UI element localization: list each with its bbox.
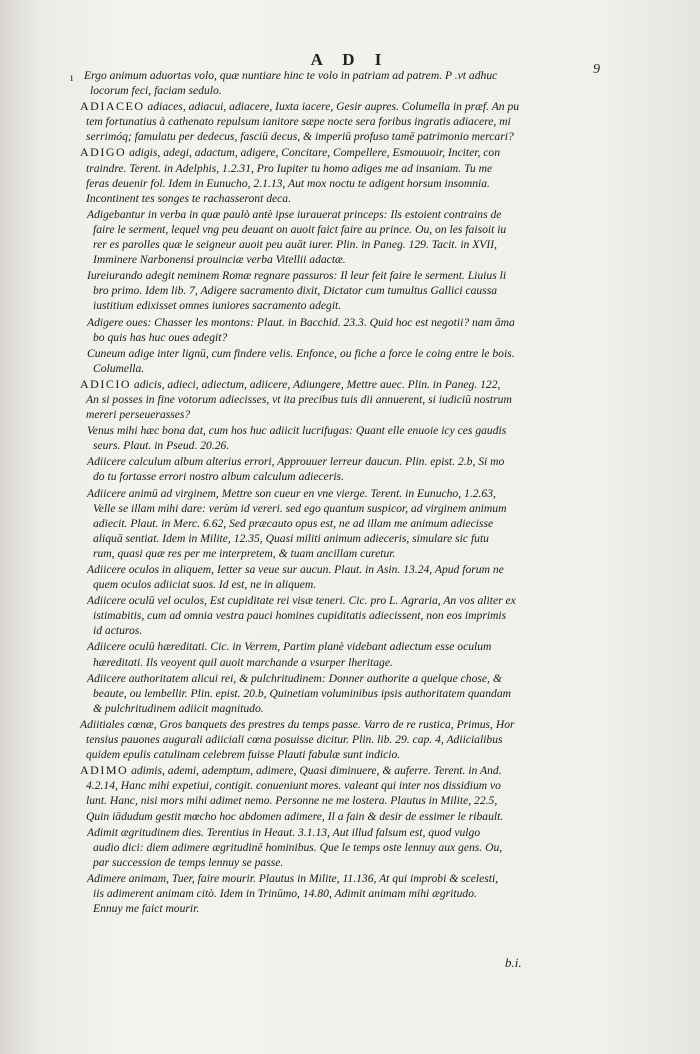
entry-line: traindre. Terent. in Adelphis, 1.2.31, Pro Iupiter tu homo adiges me ad insaniam. Tu me (86, 161, 493, 175)
entry-line: feras deuenir fol. Idem in Eunucho, 2.1.13, Aut mox noctu te adigent horsum insomnia. (86, 176, 490, 190)
headword: ADIACEO (80, 99, 145, 114)
entry-line: tensius pauones augurali adiiciali cœna posuisse dicitur. Plin. lib. 29. cap. 4, Adiicialibus (86, 733, 503, 747)
dictionary-sub-entry (80, 871, 620, 916)
entry-line: Adiitiales cœnæ, Gros banquets des prestres du temps passe. Varro de re rustica, Primus, Hor (80, 717, 515, 731)
dictionary-sub-entry (80, 671, 620, 716)
entry-line: beaute, ou lembellir. Plin. epist. 20.b, Quinetiam voluminibus ipsis authoritatem quandam (93, 686, 511, 700)
entry-line: Cuneum adige inter lignū, cum findere velis. Enfonce, ou fiche a force le coing entre le bois. (87, 346, 515, 360)
dictionary-sub-entry (80, 486, 620, 561)
dictionary-sub-entry (80, 346, 620, 376)
entry-line: seurs. Plaut. in Pseud. 20.26. (93, 439, 230, 453)
entry-line: Ergo animum aduortas volo, quæ nuntiare hinc te volo in patriam ad patrem. P .vt adhuc (84, 69, 498, 82)
entry-line: faire le serment, lequel vng peu deuant on auoit faict faire au prince. Ou, on les faisoit iu (93, 222, 507, 236)
entry-line: id acturos. (93, 624, 143, 638)
entry-line: Adimere animam, Tuer, faire mourir. Plautus in Milite, 11.136, At qui improbi & scelesti, (87, 871, 499, 885)
entry-line: Iureiurando adegit neminem Romæ regnare passuros: Il leur feit faire le serment. Liuius li (87, 269, 507, 283)
entry-line: quidem epulis catulinam celebrem fuisse Plauti fabulæ sunt indicio. (86, 748, 401, 762)
entry-line: Ennuy me faict mourir. (93, 902, 200, 916)
entry-line: mereri perseuerasses? (86, 408, 191, 422)
entry-line: rer es parolles quæ le seigneur auoit peu auāt iurer. Plin. in Paneg. 129. Tacit. in XVII, (93, 238, 498, 252)
entry-line: bo quis has huc oues adegit? (93, 330, 228, 344)
entry-line: lunt. Hanc, nisi mors mihi adimet nemo. Personne ne me lostera. Plautus in Milite, 22.5, (86, 794, 498, 808)
entry-line: rum, quasi quæ res per me interpretem, & tuam ancillam curetur. (93, 546, 396, 560)
entry-line: Adigere oues: Chasser les montons: Plaut. in Bacchid. 23.3. Quid hoc est negotii? nam āma (87, 315, 515, 329)
headword: ADIMO (80, 763, 129, 778)
entry-line: Adiicere oculū hæreditati. Cic. in Verrem, Partim planè videbant adiectum esse oculum (87, 640, 492, 654)
entry-line: Adiicere oculū vel oculos, Est cupiditate rei visæ teneri. Cic. pro L. Agraria, An vos aliter ex (87, 594, 516, 608)
entry-line: Adigebantur in verba in quæ paulò antè ipse iurauerat princeps: Ils estoient contrains de (87, 207, 502, 221)
entry-line: audio dici: diem adimere ægritudinē hominibus. Que le temps oste lennuy aux gens. Ou, (93, 840, 503, 854)
entry-line: Quin iādudum gestit mœcho hoc abdomen adimere, Il a fain & desir de essimer le ribault. (86, 809, 504, 823)
entry-line: Incontinent tes songes te rachasseront deca. (86, 191, 291, 205)
entry-line: aliquā sentiat. Idem in Milite, 12.35, Quasi militi animum adieceris, simulare sic futu (93, 531, 489, 545)
entry-line: Adiicere animū ad virginem, Mettre son cueur en vne vierge. Terent. in Eunucho, 1.2.63, (87, 486, 496, 500)
entry-line: An si posses in fine votorum adiecisses, vt ita precibus tuis dii annuerent, si iudiciū nostrum (86, 392, 512, 406)
entry-line: bro primo. Idem lib. 7, Adigere sacramento dixit, Dictator cum tumultus Gallici caussa (93, 284, 498, 298)
dictionary-headword-entry (80, 717, 620, 762)
entry-text: adigis, adegi, adactum, adigere, Concitare, Compellere, Esmouuoir, Inciter, con (126, 146, 501, 160)
entry-line: quem oculos adiiciat suos. Id est, ne in aliquem. (93, 578, 317, 592)
entry-line: iustitium edixisset omnes iuniores sacramento adegit. (93, 299, 342, 313)
dictionary-headword-entry (80, 377, 620, 422)
entry-line: & pulchritudinem adiicit magnitudo. (93, 701, 264, 715)
entry-line: do tu fortasse errori nostro album calculum adieceris. (93, 470, 344, 484)
dictionary-sub-entry (80, 639, 620, 669)
entry-text: adiaces, adiacui, adiacere, Iuxta iacere, Gesir aupres. Columella in præf. An pu (144, 100, 520, 114)
entry-line: Adiicere calculum album alterius errori, Approuuer lerreur daucun. Plin. epist. 2.b, Si mo (87, 455, 505, 469)
entry-text: adicis, adieci, adiectum, adiicere, Adiungere, Mettre auec. Plin. in Paneg. 122, (131, 377, 501, 391)
dictionary-sub-entry (80, 423, 620, 453)
dictionary-headword-entry (80, 99, 620, 144)
entry-line: 4.2.14, Hanc mihi expetiui, contigit. conueniunt mores. valeant qui inter nos dissidium vo (86, 779, 501, 793)
dictionary-sub-entry (80, 315, 620, 345)
dictionary-sub-entry (80, 825, 620, 870)
entry-line: Adiicere authoritatem alicui rei, & pulchritudinem: Donner authorite a quelque chose, & (87, 671, 502, 685)
entry-line (80, 763, 620, 778)
dictionary-sub-entry (80, 207, 620, 267)
entry-line: par succession de temps lennuy se passe. (93, 855, 284, 869)
entry-line: serrimóq; famulatu per dedecus, fasciū decus, & imperiū profuso tamē patrimonio mercari? (86, 130, 514, 144)
dictionary-sub-entry (80, 68, 620, 98)
entry-line: Adimit ægritudinem dies. Terentius in Heaut. 3.1.13, Aut illud falsum est, quod vulgo (87, 825, 481, 839)
entry-line: tem fortunatius à cathenato repulsum ianitore sæpe nocte sera foribus ingratis adiacere, mi (86, 115, 511, 129)
dictionary-sub-entry (80, 268, 620, 313)
entry-line (80, 377, 620, 392)
dictionary-sub-entry (80, 562, 620, 592)
dictionary-sub-entry (80, 593, 620, 638)
page-number: 9 (593, 62, 600, 77)
dictionary-sub-entry (80, 454, 620, 484)
entry-line: Adiicere oculos in aliquem, Ietter sa veue sur aucun. Plaut. in Asin. 13.24, Apud forum ne (87, 563, 504, 576)
dictionary-body (80, 68, 620, 917)
dictionary-headword-entry (80, 145, 620, 205)
margin-mark: ı (70, 70, 74, 84)
headword: ADICIO (80, 376, 131, 391)
headword: ADIGO (80, 145, 127, 160)
entry-line: locorum feci, faciam sedulo. (90, 84, 222, 98)
entry-line: Velle se illam mihi dare: verùm id vereri. sed ego quantum suspicor, ad virginem animum (93, 501, 507, 515)
entry-line (80, 99, 620, 114)
entry-line: Imminere Narbonensi prouinciæ verba Vitellii adactæ. (93, 253, 346, 267)
entry-line: iis adimerent animam citò. Idem in Trinūmo, 14.80, Adimit animam mihi ægritudo. (93, 886, 477, 900)
entry-line (80, 145, 620, 160)
entry-line: adiecit. Plaut. in Merc. 6.62, Sed præcauto opus est, ne ad illam me animum adiecisse (93, 516, 494, 530)
entry-line: hæreditati. Ils veoyent quil auoit marchande a vsurper lheritage. (93, 655, 393, 669)
entry-line: istimabitis, cum ad omnia vestra pauci homines cupiditatis adiecissent, non eos imprimis (93, 609, 507, 623)
signature-mark: b.i. (505, 955, 522, 970)
dictionary-headword-entry (80, 763, 620, 823)
running-head: A D I (310, 50, 390, 69)
entry-line: Columella. (93, 361, 145, 375)
entry-line: Venus mihi hæc bona dat, cum hos huc adiicit lucrifugas: Quant elle enuoie icy ces gaudis (87, 424, 507, 438)
entry-text: adimis, ademi, ademptum, adimere, Quasi diminuere, & auferre. Terent. in And. (128, 764, 502, 778)
